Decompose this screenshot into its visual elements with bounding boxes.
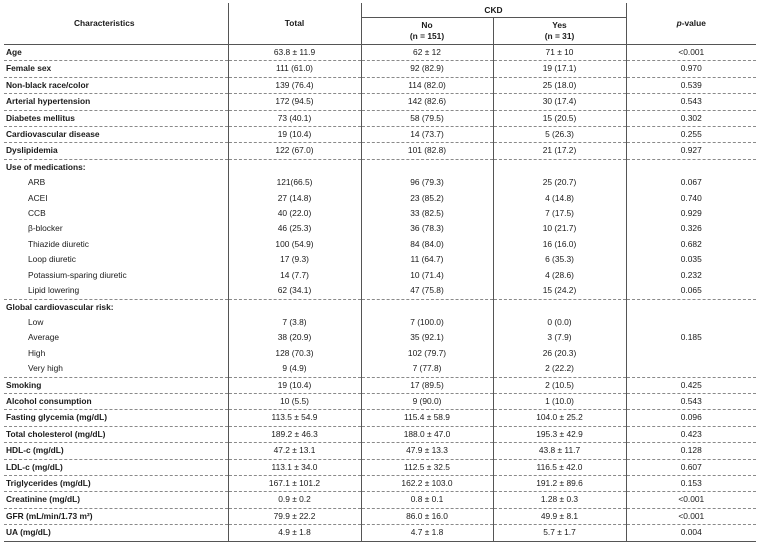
- cell-label: Loop diuretic: [28, 254, 76, 265]
- cell-no: 35 (92.1): [361, 330, 493, 345]
- cell-pvalue: 0.927: [626, 143, 756, 159]
- header-pvalue-p: p: [676, 17, 682, 28]
- header-yes-n: (n = 31): [544, 31, 575, 41]
- cell-pvalue: 0.153: [626, 475, 756, 491]
- row-lipid: [4, 283, 756, 299]
- cell-pvalue: 0.096: [626, 410, 756, 426]
- row-high: [4, 346, 756, 361]
- cell-yes: 4 (28.6): [493, 268, 626, 283]
- header-yes-label: Yes: [552, 20, 567, 30]
- cell-no: 58 (79.5): [361, 110, 493, 126]
- cell-pvalue: <0.001: [626, 508, 756, 524]
- cell-no: 84 (84.0): [361, 237, 493, 252]
- cell-total: 139 (76.4): [228, 77, 361, 93]
- cell-total: 113.5 ± 54.9: [228, 410, 361, 426]
- cell-no: 188.0 ± 47.0: [361, 426, 493, 442]
- cell-label: Creatinine (mg/dL): [4, 492, 228, 508]
- cell-yes: 30 (17.4): [493, 94, 626, 110]
- cell-label: Dyslipidemia: [4, 143, 228, 159]
- cell-total: 167.1 ± 101.2: [228, 475, 361, 491]
- row-ldl: [4, 459, 756, 475]
- row-alcohol: [4, 393, 756, 409]
- cell-no: 102 (79.7): [361, 346, 493, 361]
- header-no-n: (n = 151): [409, 31, 445, 41]
- cell-total: 14 (7.7): [228, 268, 361, 283]
- header-no: [361, 18, 493, 45]
- row-loop: [4, 252, 756, 267]
- row-age: [4, 45, 756, 61]
- row-ccb: [4, 206, 756, 221]
- cell-yes: 7 (17.5): [493, 206, 626, 221]
- cell-label: Global cardiovascular risk:: [6, 301, 114, 312]
- cell-no: 9 (90.0): [361, 393, 493, 409]
- cell-total: 172 (94.5): [228, 94, 361, 110]
- cell-yes: 16 (16.0): [493, 237, 626, 252]
- cell-no: 162.2 ± 103.0: [361, 475, 493, 491]
- cell-no: 47 (75.8): [361, 283, 493, 299]
- cell-pvalue: 0.232: [626, 268, 756, 283]
- cell-total: 0.9 ± 0.2: [228, 492, 361, 508]
- cell-pvalue: <0.001: [626, 45, 756, 61]
- cell-pvalue: 0.065: [626, 283, 756, 299]
- row-bblocker: [4, 221, 756, 236]
- cell-no: 23 (85.2): [361, 191, 493, 206]
- cell-yes: 21 (17.2): [493, 143, 626, 159]
- cell-total: 17 (9.3): [228, 252, 361, 267]
- cell-no: 86.0 ± 16.0: [361, 508, 493, 524]
- row-smoking: [4, 377, 756, 393]
- cell-total: 113.1 ± 34.0: [228, 459, 361, 475]
- cell-no: 7 (100.0): [361, 315, 493, 330]
- cell-pvalue: 0.543: [626, 393, 756, 409]
- cell-pvalue: 0.740: [626, 191, 756, 206]
- row-potassium: [4, 268, 756, 283]
- row-hdl: [4, 443, 756, 459]
- cell-label: Non-black race/color: [4, 77, 228, 93]
- cell-label: Arterial hypertension: [4, 94, 228, 110]
- cell-yes: 26 (20.3): [493, 346, 626, 361]
- cell-pvalue: 0.970: [626, 61, 756, 77]
- cell-no: 62 ± 12: [361, 45, 493, 61]
- row-acei: [4, 191, 756, 206]
- row-triglycerides: [4, 475, 756, 491]
- cell-pvalue: 0.607: [626, 459, 756, 475]
- cell-no: 11 (64.7): [361, 252, 493, 267]
- cell-total: 7 (3.8): [228, 315, 361, 330]
- cell-pvalue: 0.035: [626, 252, 756, 267]
- cell-label: Smoking: [4, 377, 228, 393]
- row-risk-heading: [4, 299, 756, 315]
- cell-no: 47.9 ± 13.3: [361, 443, 493, 459]
- cell-pvalue: 0.425: [626, 377, 756, 393]
- cell-yes: 1 (10.0): [493, 393, 626, 409]
- header-pvalue-rest: -value: [681, 17, 706, 28]
- cell-no: 10 (71.4): [361, 268, 493, 283]
- cell-total: 38 (20.9): [228, 330, 361, 345]
- cell-label: LDL-c (mg/dL): [4, 459, 228, 475]
- row-nonblack: [4, 77, 756, 93]
- row-arb: [4, 175, 756, 190]
- characteristics-table: [4, 3, 756, 542]
- row-hypertension: [4, 94, 756, 110]
- cell-label: CCB: [28, 208, 46, 219]
- cell-total: 111 (61.0): [228, 61, 361, 77]
- cell-pvalue: 0.185: [626, 330, 756, 345]
- cell-no: 101 (82.8): [361, 143, 493, 159]
- cell-pvalue: 0.682: [626, 237, 756, 252]
- row-average: [4, 330, 756, 345]
- cell-total: 46 (25.3): [228, 221, 361, 236]
- cell-yes: 71 ± 10: [493, 45, 626, 61]
- cell-pvalue: 0.255: [626, 127, 756, 143]
- cell-total: 79.9 ± 22.2: [228, 508, 361, 524]
- cell-yes: 10 (21.7): [493, 221, 626, 236]
- header-characteristics: Characteristics: [74, 17, 135, 28]
- cell-total: 47.2 ± 13.1: [228, 443, 361, 459]
- cell-no: 17 (89.5): [361, 377, 493, 393]
- cell-total: 19 (10.4): [228, 377, 361, 393]
- cell-pvalue: 0.326: [626, 221, 756, 236]
- cell-pvalue: 0.302: [626, 110, 756, 126]
- cell-total: 27 (14.8): [228, 191, 361, 206]
- cell-pvalue: 0.067: [626, 175, 756, 190]
- cell-pvalue: 0.128: [626, 443, 756, 459]
- row-dyslipidemia: [4, 143, 756, 159]
- row-ua: [4, 525, 756, 541]
- cell-label: Very high: [4, 361, 228, 377]
- cell-yes: 2 (22.2): [493, 361, 626, 377]
- row-cholesterol: [4, 426, 756, 442]
- cell-total: 4.9 ± 1.8: [228, 525, 361, 541]
- cell-label: Use of medications:: [6, 161, 86, 172]
- cell-total: 100 (54.9): [228, 237, 361, 252]
- cell-no: 142 (82.6): [361, 94, 493, 110]
- cell-label: Alcohol consumption: [4, 393, 228, 409]
- cell-total: 10 (5.5): [228, 393, 361, 409]
- cell-label: β-blocker: [28, 223, 63, 234]
- cell-no: 4.7 ± 1.8: [361, 525, 493, 541]
- cell-total: 19 (10.4): [228, 127, 361, 143]
- row-female: [4, 61, 756, 77]
- cell-pvalue: 0.423: [626, 426, 756, 442]
- cell-yes: 43.8 ± 11.7: [493, 443, 626, 459]
- cell-pvalue: 0.539: [626, 77, 756, 93]
- cell-label: Lipid lowering: [4, 283, 228, 299]
- header-pvalue: [626, 3, 756, 45]
- cell-label: High: [28, 347, 46, 358]
- row-veryhigh: [4, 361, 756, 377]
- cell-no: 14 (73.7): [361, 127, 493, 143]
- row-creatinine: [4, 492, 756, 508]
- cell-label: ACEI: [28, 192, 48, 203]
- cell-no: 7 (77.8): [361, 361, 493, 377]
- cell-no: 115.4 ± 58.9: [361, 410, 493, 426]
- cell-label: Low: [28, 316, 44, 327]
- cell-yes: 1.28 ± 0.3: [493, 492, 626, 508]
- cell-pvalue: 0.929: [626, 206, 756, 221]
- cell-yes: 4 (14.8): [493, 191, 626, 206]
- cell-yes: 15 (20.5): [493, 110, 626, 126]
- cell-label: Cardiovascular disease: [4, 127, 228, 143]
- cell-label: Diabetes mellitus: [4, 110, 228, 126]
- row-thiazide: [4, 237, 756, 252]
- cell-yes: 49.9 ± 8.1: [493, 508, 626, 524]
- header-total: Total: [228, 3, 361, 45]
- cell-yes: 2 (10.5): [493, 377, 626, 393]
- row-cvd: [4, 127, 756, 143]
- cell-yes: 0 (0.0): [493, 315, 626, 330]
- header-ckd: CKD: [361, 3, 626, 18]
- cell-total: 122 (67.0): [228, 143, 361, 159]
- cell-total: 73 (40.1): [228, 110, 361, 126]
- cell-label: Thiazide diuretic: [28, 238, 89, 249]
- cell-yes: 116.5 ± 42.0: [493, 459, 626, 475]
- header-yes: [493, 18, 626, 45]
- cell-total: 189.2 ± 46.3: [228, 426, 361, 442]
- cell-total: 9 (4.9): [228, 361, 361, 377]
- cell-yes: 19 (17.1): [493, 61, 626, 77]
- cell-label: Female sex: [4, 61, 228, 77]
- row-gfr: [4, 508, 756, 524]
- cell-no: 96 (79.3): [361, 175, 493, 190]
- row-diabetes: [4, 110, 756, 126]
- cell-label: Total cholesterol (mg/dL): [4, 426, 228, 442]
- row-low: [4, 315, 756, 330]
- cell-label: ARB: [28, 177, 46, 188]
- cell-pvalue: 0.004: [626, 525, 756, 541]
- cell-yes: 5 (26.3): [493, 127, 626, 143]
- cell-label: GFR (mL/min/1.73 m²): [4, 508, 228, 524]
- cell-no: 112.5 ± 32.5: [361, 459, 493, 475]
- cell-yes: 6 (35.3): [493, 252, 626, 267]
- cell-pvalue: <0.001: [626, 492, 756, 508]
- cell-label: UA (mg/dL): [4, 525, 228, 541]
- cell-no: 0.8 ± 0.1: [361, 492, 493, 508]
- cell-label: Age: [4, 45, 228, 61]
- cell-total: 128 (70.3): [228, 346, 361, 361]
- cell-pvalue: 0.543: [626, 94, 756, 110]
- cell-total: 63.8 ± 11.9: [228, 45, 361, 61]
- cell-label: Triglycerides (mg/dL): [4, 475, 228, 491]
- cell-no: 114 (82.0): [361, 77, 493, 93]
- row-medications-heading: [4, 159, 756, 175]
- cell-label: Fasting glycemia (mg/dL): [4, 410, 228, 426]
- cell-yes: 5.7 ± 1.7: [493, 525, 626, 541]
- cell-label: Potassium-sparing diuretic: [28, 269, 127, 280]
- cell-yes: 104.0 ± 25.2: [493, 410, 626, 426]
- row-glycemia: [4, 410, 756, 426]
- cell-no: 33 (82.5): [361, 206, 493, 221]
- cell-yes: 3 (7.9): [493, 330, 626, 345]
- cell-no: 36 (78.3): [361, 221, 493, 236]
- cell-total: 40 (22.0): [228, 206, 361, 221]
- cell-yes: 25 (18.0): [493, 77, 626, 93]
- cell-label: HDL-c (mg/dL): [4, 443, 228, 459]
- cell-total: 121(66.5): [228, 175, 361, 190]
- cell-yes: 191.2 ± 89.6: [493, 475, 626, 491]
- cell-label: Average: [28, 332, 60, 343]
- cell-yes: 15 (24.2): [493, 283, 626, 299]
- header-no-label: No: [421, 20, 433, 30]
- cell-no: 92 (82.9): [361, 61, 493, 77]
- cell-yes: 195.3 ± 42.9: [493, 426, 626, 442]
- header-row-1: [4, 3, 756, 18]
- cell-total: 62 (34.1): [228, 283, 361, 299]
- cell-yes: 25 (20.7): [493, 175, 626, 190]
